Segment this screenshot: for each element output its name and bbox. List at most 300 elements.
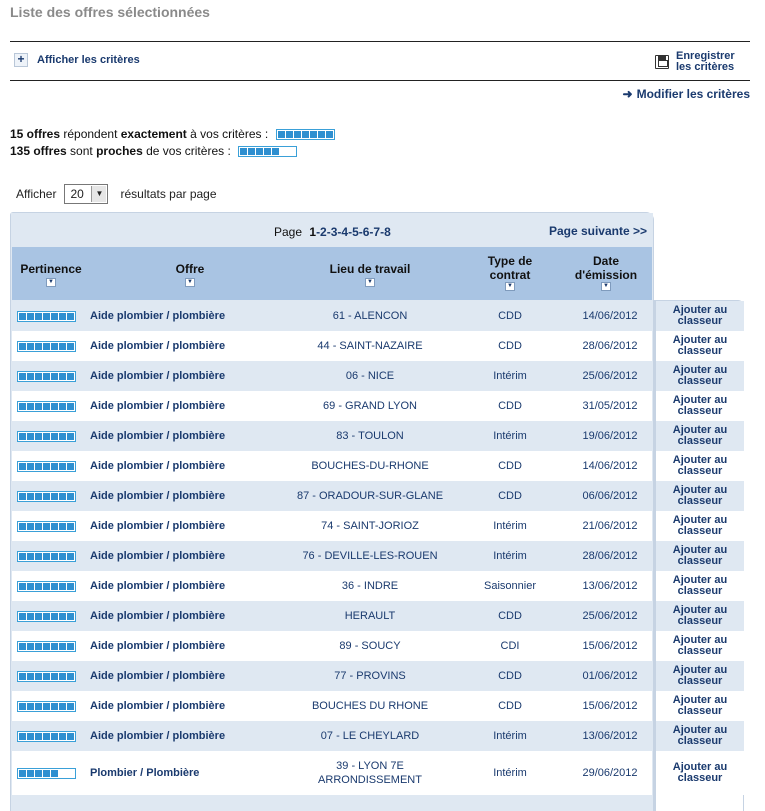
date-cell: 15/06/2012 — [582, 640, 638, 652]
meter-segment — [19, 463, 26, 470]
floppy-disk-icon — [655, 55, 669, 69]
add-to-binder-button[interactable] — [656, 331, 744, 361]
meter-segment — [35, 433, 42, 440]
relevance-meter — [17, 768, 76, 779]
meter-segment — [59, 733, 66, 740]
meter-segment — [19, 583, 26, 590]
add-label-line1: Ajouter au — [672, 304, 728, 316]
location-cell: 07 - LE CHEYLARD — [320, 730, 420, 742]
location-cell: 69 - GRAND LYON — [323, 400, 417, 412]
page-link[interactable]: -4 — [337, 225, 349, 239]
meter-segment — [27, 403, 34, 410]
col-date[interactable] — [560, 247, 652, 300]
add-label-line2: classeur — [677, 615, 723, 627]
date-cell: 25/06/2012 — [582, 610, 638, 622]
meter-segment — [43, 583, 50, 590]
meter-segment — [67, 613, 74, 620]
divider — [10, 41, 750, 42]
modify-criteria-link[interactable] — [623, 87, 750, 101]
relevance-cell — [17, 751, 87, 795]
relevance-meter — [17, 461, 76, 472]
meter-segment — [27, 523, 34, 530]
relevance-cell — [17, 631, 87, 661]
add-label-line2: classeur — [677, 345, 723, 357]
near-summary — [10, 144, 297, 158]
meter-segment — [27, 673, 34, 680]
meter-segment — [67, 703, 74, 710]
meter-segment — [67, 433, 74, 440]
offer-link[interactable]: Aide plombier / plombière — [90, 340, 226, 352]
relevance-cell — [17, 391, 87, 421]
offer-link[interactable]: Aide plombier / plombière — [90, 310, 226, 322]
meter-segment — [19, 313, 26, 320]
add-label-line2: classeur — [677, 585, 723, 597]
contract-type-cell: CDD — [498, 670, 522, 682]
meter-segment — [67, 523, 74, 530]
meter-segment — [35, 733, 42, 740]
add-label-line1: Ajouter au — [672, 484, 728, 496]
meter-segment — [35, 343, 42, 350]
offer-link[interactable]: Aide plombier / plombière — [90, 370, 226, 382]
add-to-binder-button[interactable] — [656, 601, 744, 631]
sort-icon[interactable]: ▼ — [365, 278, 375, 287]
add-to-binder-button[interactable] — [656, 421, 744, 451]
meter-segment — [294, 131, 301, 138]
add-to-binder-button[interactable] — [656, 751, 744, 795]
meter-segment — [248, 148, 255, 155]
meter-segment — [43, 373, 50, 380]
offer-link[interactable]: Aide plombier / plombière — [90, 610, 226, 622]
meter-segment — [59, 373, 66, 380]
pagination — [11, 213, 653, 247]
sort-icon[interactable]: ▼ — [601, 282, 611, 291]
divider — [10, 80, 750, 81]
add-label-line2: classeur — [677, 465, 723, 477]
exact-summary — [10, 127, 335, 141]
table-row[interactable] — [12, 751, 652, 795]
meter-segment — [67, 770, 74, 777]
meter-segment — [35, 703, 42, 710]
show-criteria-link[interactable] — [14, 53, 140, 67]
near-bold: proches — [96, 144, 143, 158]
location-cell: 87 - ORADOUR-SUR-GLANE — [296, 490, 444, 502]
offer-link[interactable]: Plombier / Plombière — [90, 767, 200, 779]
meter-segment — [19, 403, 26, 410]
contract-type-cell: Intérim — [493, 520, 527, 532]
table-row[interactable] — [12, 481, 652, 511]
table-row[interactable] — [12, 571, 652, 601]
contract-type-cell: CDD — [498, 700, 522, 712]
contract-type-cell: Intérim — [493, 370, 527, 382]
page-link[interactable]: -7 — [369, 225, 381, 239]
location-cell: 74 - SAINT-JORIOZ — [321, 520, 419, 532]
col-type[interactable] — [460, 247, 560, 300]
relevance-cell — [17, 721, 87, 751]
add-label-line1: Ajouter au — [672, 394, 728, 406]
offer-link[interactable]: Aide plombier / plombière — [90, 640, 226, 652]
relevance-meter-near — [238, 146, 297, 157]
col-lieu-label: Lieu de travail — [329, 262, 411, 276]
add-label-line2: classeur — [677, 405, 723, 417]
col-date-line2: d'émission — [574, 268, 638, 282]
meter-segment — [35, 770, 42, 777]
meter-segment — [59, 553, 66, 560]
meter-segment — [67, 553, 74, 560]
relevance-cell — [17, 331, 87, 361]
add-to-binder-button[interactable] — [656, 511, 744, 541]
meter-segment — [35, 553, 42, 560]
meter-segment — [240, 148, 247, 155]
relevance-meter-exact — [276, 129, 335, 140]
add-label-line2: classeur — [677, 525, 723, 537]
date-cell: 13/06/2012 — [582, 730, 638, 742]
offer-link[interactable]: Aide plombier / plombière — [90, 730, 226, 742]
meter-segment — [27, 313, 34, 320]
add-label-line2: classeur — [677, 645, 723, 657]
meter-segment — [27, 733, 34, 740]
table-row[interactable] — [12, 601, 652, 631]
location-cell: 77 - PROVINS — [334, 670, 406, 682]
relevance-cell — [17, 601, 87, 631]
meter-segment — [27, 703, 34, 710]
col-offre-label: Offre — [175, 262, 205, 276]
add-label-line1: Ajouter au — [672, 544, 728, 556]
meter-segment — [59, 613, 66, 620]
meter-segment — [59, 583, 66, 590]
plus-icon: + — [14, 53, 28, 67]
page-link[interactable]: -6 — [358, 225, 370, 239]
date-cell: 25/06/2012 — [582, 370, 638, 382]
meter-segment — [59, 523, 66, 530]
meter-segment — [278, 131, 285, 138]
table-row[interactable] — [12, 421, 652, 451]
meter-segment — [27, 553, 34, 560]
relevance-cell — [17, 451, 87, 481]
show-criteria-label: Afficher les critères — [37, 54, 140, 66]
add-to-binder-button[interactable] — [656, 391, 744, 421]
contract-type-cell: CDD — [498, 310, 522, 322]
add-to-binder-button[interactable] — [656, 541, 744, 571]
page-current: 1 — [309, 225, 317, 239]
meter-segment — [19, 733, 26, 740]
page-link[interactable]: -8 — [380, 225, 391, 239]
meter-segment — [67, 643, 74, 650]
table-row[interactable] — [12, 661, 652, 691]
date-cell: 01/06/2012 — [582, 670, 638, 682]
add-label-line2: classeur — [677, 435, 723, 447]
sort-icon[interactable]: ▼ — [46, 278, 56, 287]
meter-segment — [35, 613, 42, 620]
results-table — [10, 212, 654, 811]
meter-segment — [43, 313, 50, 320]
meter-segment — [280, 148, 287, 155]
meter-segment — [286, 131, 293, 138]
table-row[interactable] — [12, 541, 652, 571]
meter-segment — [59, 493, 66, 500]
offer-link[interactable]: Aide plombier / plombière — [90, 490, 226, 502]
location-cell: 06 - NICE — [345, 370, 395, 382]
table-row[interactable] — [12, 511, 652, 541]
offer-link[interactable]: Aide plombier / plombière — [90, 580, 226, 592]
meter-segment — [51, 583, 58, 590]
perpage-label: Afficher — [16, 187, 57, 201]
add-label-line2: classeur — [677, 735, 723, 747]
perpage-select[interactable] — [64, 184, 108, 204]
add-label-line1: Ajouter au — [672, 694, 728, 706]
relevance-cell — [17, 481, 87, 511]
location-cell: 39 - LYON 7E ARRONDISSEMENT — [318, 760, 422, 786]
add-label-line1: Ajouter au — [672, 604, 728, 616]
meter-segment — [51, 343, 58, 350]
meter-segment — [51, 703, 58, 710]
relevance-meter — [17, 311, 76, 322]
add-to-binder-button[interactable] — [656, 571, 744, 601]
meter-segment — [51, 523, 58, 530]
table-row[interactable] — [12, 301, 652, 331]
next-page-link[interactable]: Page suivante >> — [548, 224, 647, 238]
contract-type-cell: CDD — [498, 340, 522, 352]
meter-segment — [43, 463, 50, 470]
contract-type-cell: CDD — [498, 610, 522, 622]
meter-segment — [27, 433, 34, 440]
save-criteria-line1: Enregistrer — [676, 50, 735, 62]
meter-segment — [59, 703, 66, 710]
meter-segment — [51, 403, 58, 410]
relevance-meter — [17, 431, 76, 442]
contract-type-cell: Intérim — [493, 730, 527, 742]
add-label-line2: classeur — [677, 705, 723, 717]
near-count: 135 offres — [10, 144, 67, 158]
meter-segment — [43, 433, 50, 440]
results-per-page — [16, 184, 217, 204]
table-row[interactable] — [12, 391, 652, 421]
col-pertinence[interactable] — [12, 247, 90, 300]
page-title: Liste des offres sélectionnées — [10, 4, 210, 20]
offer-link[interactable]: Aide plombier / plombière — [90, 430, 226, 442]
add-label-line2: classeur — [677, 315, 723, 327]
add-label-line1: Ajouter au — [672, 454, 728, 466]
meter-segment — [310, 131, 317, 138]
relevance-cell — [17, 541, 87, 571]
add-to-binder-button[interactable] — [656, 451, 744, 481]
date-cell: 13/06/2012 — [582, 580, 638, 592]
offer-link[interactable]: Aide plombier / plombière — [90, 550, 226, 562]
meter-segment — [51, 553, 58, 560]
table-row[interactable] — [12, 361, 652, 391]
add-to-binder-button[interactable] — [656, 361, 744, 391]
meter-segment — [19, 433, 26, 440]
contract-type-cell: CDD — [498, 490, 522, 502]
meter-segment — [67, 733, 74, 740]
date-cell: 31/05/2012 — [582, 400, 638, 412]
contract-type-cell: CDI — [500, 640, 520, 652]
meter-segment — [19, 613, 26, 620]
save-criteria-line2: les critères — [676, 61, 735, 73]
meter-segment — [35, 373, 42, 380]
meter-segment — [59, 673, 66, 680]
sort-icon[interactable]: ▼ — [505, 282, 515, 291]
meter-segment — [43, 403, 50, 410]
meter-segment — [27, 493, 34, 500]
location-cell: 83 - TOULON — [336, 430, 404, 442]
meter-segment — [27, 613, 34, 620]
col-type-line2: contrat — [489, 268, 531, 282]
col-lieu[interactable] — [290, 247, 450, 300]
add-label-line2: classeur — [677, 495, 723, 507]
contract-type-cell: CDD — [498, 460, 522, 472]
meter-segment — [19, 770, 26, 777]
col-type-line1: Type de — [487, 254, 533, 268]
meter-segment — [67, 313, 74, 320]
meter-segment — [43, 553, 50, 560]
meter-segment — [59, 643, 66, 650]
meter-segment — [27, 343, 34, 350]
add-label-line1: Ajouter au — [672, 574, 728, 586]
relevance-meter — [17, 521, 76, 532]
meter-segment — [19, 703, 26, 710]
meter-segment — [43, 703, 50, 710]
meter-segment — [288, 148, 295, 155]
add-label-line1: Ajouter au — [672, 634, 728, 646]
add-to-binder-button[interactable] — [656, 661, 744, 691]
relevance-cell — [17, 691, 87, 721]
add-label-line1: Ajouter au — [672, 724, 728, 736]
page-link[interactable]: -5 — [348, 225, 359, 239]
add-label-line1: Ajouter au — [672, 514, 728, 526]
perpage-value: 20 — [70, 187, 84, 201]
contract-type-cell: Intérim — [493, 767, 527, 779]
meter-segment — [51, 313, 58, 320]
add-to-binder-button[interactable] — [656, 721, 744, 751]
table-header — [12, 247, 652, 300]
sort-icon[interactable]: ▼ — [185, 278, 195, 287]
add-label-line1: Ajouter au — [672, 761, 728, 773]
meter-segment — [43, 493, 50, 500]
offer-link[interactable]: Aide plombier / plombière — [90, 670, 226, 682]
meter-segment — [19, 553, 26, 560]
meter-segment — [67, 583, 74, 590]
relevance-meter — [17, 581, 76, 592]
relevance-meter — [17, 611, 76, 622]
page-link[interactable]: -2 — [316, 225, 327, 239]
meter-segment — [59, 433, 66, 440]
add-to-binder-button[interactable] — [656, 691, 744, 721]
meter-segment — [27, 373, 34, 380]
relevance-meter — [17, 641, 76, 652]
meter-segment — [59, 463, 66, 470]
meter-segment — [51, 770, 58, 777]
page-prefix: Page — [274, 225, 303, 239]
table-row[interactable] — [12, 331, 652, 361]
near-tail: de vos critères : — [142, 144, 235, 158]
meter-segment — [51, 433, 58, 440]
meter-segment — [35, 463, 42, 470]
offer-link[interactable]: Aide plombier / plombière — [90, 460, 226, 472]
meter-segment — [27, 463, 34, 470]
add-to-binder-button[interactable] — [656, 631, 744, 661]
add-to-binder-column — [654, 300, 744, 811]
meter-segment — [264, 148, 271, 155]
meter-segment — [326, 131, 333, 138]
col-date-line1: Date — [592, 254, 619, 268]
relevance-cell — [17, 511, 87, 541]
chevron-down-icon: ▼ — [91, 186, 106, 202]
date-cell: 21/06/2012 — [582, 520, 638, 532]
save-criteria-button[interactable] — [655, 51, 744, 73]
relevance-meter — [17, 671, 76, 682]
meter-segment — [19, 523, 26, 530]
page-link[interactable]: -3 — [326, 225, 338, 239]
modify-criteria-label: Modifier les critères — [636, 87, 750, 101]
add-to-binder-button[interactable] — [656, 301, 744, 331]
add-label-line1: Ajouter au — [672, 364, 728, 376]
meter-segment — [51, 613, 58, 620]
meter-segment — [19, 493, 26, 500]
meter-segment — [67, 493, 74, 500]
col-pertinence-label: Pertinence — [20, 262, 82, 276]
date-cell: 29/06/2012 — [582, 767, 638, 779]
add-label-line2: classeur — [677, 772, 723, 784]
offer-link[interactable]: Aide plombier / plombière — [90, 520, 226, 532]
meter-segment — [59, 770, 66, 777]
relevance-cell — [17, 571, 87, 601]
meter-segment — [35, 583, 42, 590]
col-offre[interactable] — [90, 247, 290, 300]
meter-segment — [43, 770, 50, 777]
meter-segment — [43, 343, 50, 350]
exact-mid: répondent — [60, 127, 121, 141]
meter-segment — [43, 523, 50, 530]
location-cell: 61 - ALENCON — [332, 310, 408, 322]
meter-segment — [51, 373, 58, 380]
table-row[interactable] — [12, 691, 652, 721]
meter-segment — [51, 463, 58, 470]
add-to-binder-button[interactable] — [656, 481, 744, 511]
meter-segment — [272, 148, 279, 155]
arrow-right-icon: ➜ — [622, 87, 633, 101]
date-cell: 19/06/2012 — [582, 430, 638, 442]
meter-segment — [67, 673, 74, 680]
meter-segment — [35, 493, 42, 500]
date-cell: 28/06/2012 — [582, 340, 638, 352]
offer-link[interactable]: Aide plombier / plombière — [90, 400, 226, 412]
meter-segment — [35, 403, 42, 410]
relevance-cell — [17, 301, 87, 331]
date-cell: 15/06/2012 — [582, 700, 638, 712]
exact-tail: à vos critères : — [186, 127, 272, 141]
date-cell: 14/06/2012 — [582, 310, 638, 322]
table-row[interactable] — [12, 631, 652, 661]
add-label-line1: Ajouter au — [672, 424, 728, 436]
meter-segment — [43, 643, 50, 650]
relevance-meter — [17, 491, 76, 502]
relevance-meter — [17, 701, 76, 712]
meter-segment — [51, 493, 58, 500]
table-row[interactable] — [12, 721, 652, 751]
meter-segment — [51, 733, 58, 740]
meter-segment — [27, 770, 34, 777]
relevance-cell — [17, 661, 87, 691]
add-label-line2: classeur — [677, 675, 723, 687]
meter-segment — [67, 403, 74, 410]
location-cell: HERAULT — [344, 610, 396, 622]
date-cell: 14/06/2012 — [582, 460, 638, 472]
offer-link[interactable]: Aide plombier / plombière — [90, 700, 226, 712]
meter-segment — [59, 403, 66, 410]
meter-segment — [59, 313, 66, 320]
exact-count: 15 offres — [10, 127, 61, 141]
table-row[interactable] — [12, 451, 652, 481]
